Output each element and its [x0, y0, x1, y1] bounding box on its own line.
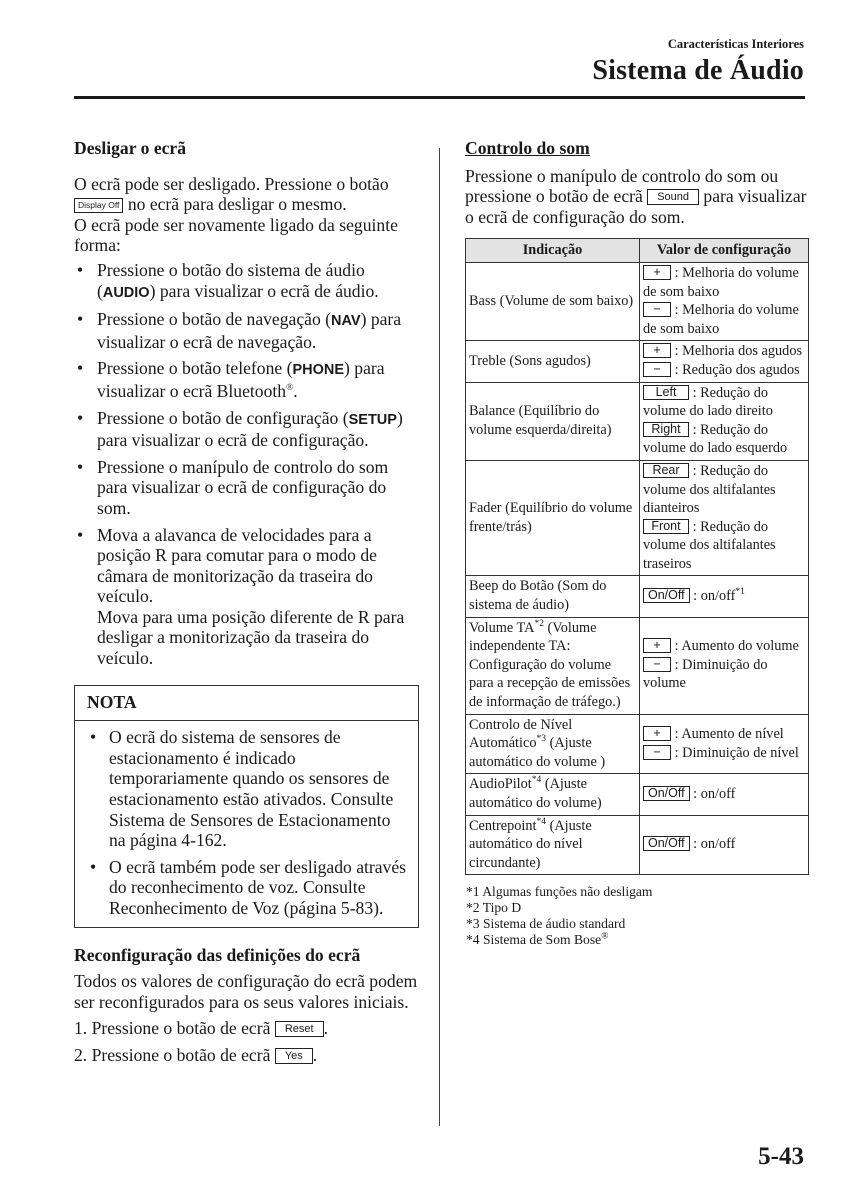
footnotes: [465, 884, 809, 947]
setup-button-symbol: SETUP: [348, 411, 397, 428]
on-off-key: On/Off: [643, 836, 690, 851]
front-key: Front: [643, 519, 689, 534]
table-row: [466, 815, 809, 875]
page-number: 5-43: [758, 1143, 804, 1170]
sound-key: Sound: [647, 189, 699, 205]
reset-key: Reset: [275, 1021, 324, 1037]
table-cell: + : Melhoria do volume de som baixo − : Melhoria do volume de som baixo: [640, 262, 809, 340]
table-cell: Centrepoint$^{*4}$ (Ajuste automático do nível circundante): [466, 815, 640, 875]
step-2: 2. Pressione o botão de ecrã Yes .: [74, 1044, 318, 1065]
table-row: [466, 576, 809, 617]
note-item: • O ecrã também pode ser desligado através do reconhecimento de voz. Consulte Reconhecimento de Voz (página 5-83).: [87, 857, 408, 919]
footnote: *3 Sistema de áudio standard: [466, 915, 626, 931]
display-off-key: Display Off: [74, 198, 123, 213]
list-item: • Pressione o botão de configuração (SETUP) para visualizar o ecrã de configuração.: [74, 408, 419, 451]
table-cell: On/Off : on/off$^{*1}$: [640, 576, 809, 617]
table-row: [466, 341, 809, 382]
plus-key: +: [643, 726, 671, 741]
table-cell: + : Melhoria dos agudos − : Redução dos agudos: [640, 341, 809, 382]
list-item: • Mova a alavanca de velocidades para a posição R para comutar para o modo de câmara de monitorização da traseira do veículo. Mova para uma posição diferente de R para desligar a monitorização da traseira do veículo.: [74, 525, 419, 669]
table-cell: Volume TA$^{*2}$ (Volume independente TA: Configuração do volume para a recepção de emissões de informação de tráfego.): [466, 617, 640, 714]
on-off-key: On/Off: [643, 786, 690, 801]
note-box: [74, 685, 419, 928]
column-divider: [439, 148, 440, 1126]
paragraph-reset: Todos os valores de configuração do ecrã podem ser reconfigurados para os seus valores iniciais.: [74, 971, 418, 1012]
list-item: • Pressione o botão do sistema de áudio (AUDIO) para visualizar o ecrã de áudio.: [74, 260, 419, 303]
table-header-row: [466, 239, 809, 263]
heading-sound-control: Controlo do som: [465, 138, 590, 158]
footnote: *4 Sistema de Som Bose®: [466, 931, 609, 947]
table-cell: + : Aumento do volume − : Diminuição do volume: [640, 617, 809, 714]
table-cell: On/Off : on/off: [640, 774, 809, 815]
minus-key: −: [643, 362, 671, 377]
paragraph-turn-on: O ecrã pode ser novamente ligado da seguinte forma:: [74, 214, 398, 256]
table-row: [466, 774, 809, 815]
footnote: *2 Tipo D: [466, 900, 522, 916]
note-item: • O ecrã do sistema de sensores de estacionamento é indicado temporariamente quando os sensores de estacionamento estão ativados. Consulte Sistema de Sensores de Estacionamento na página 4-162.: [87, 727, 408, 851]
left-column: [74, 138, 419, 1066]
paragraph-turn-off: O ecrã pode ser desligado. Pressione o botão Display Off no ecrã para desligar o mesmo.: [74, 173, 389, 215]
left-key: Left: [643, 385, 689, 400]
right-column: [465, 138, 809, 948]
paragraph-sound: Pressione o manípulo de controlo do som ou pressione o botão de ecrã Sound para visualizar o ecrã de configuração do som.: [465, 165, 807, 227]
plus-key: +: [643, 343, 671, 358]
section-label: Características Interiores: [667, 37, 804, 51]
audio-button-symbol: AUDIO: [102, 284, 150, 301]
table-cell: Rear : Redução do volume dos altifalantes dianteiros Front : Redução do volume dos altifalantes traseiros: [640, 460, 809, 576]
table-row: [466, 262, 809, 340]
table-cell: Balance (Equilíbrio do volume esquerda/direita): [466, 382, 640, 460]
table-cell: Treble (Sons agudos): [466, 341, 640, 382]
table-cell: On/Off : on/off: [640, 815, 809, 875]
plus-key: +: [643, 638, 671, 653]
nav-button-symbol: NAV: [331, 313, 361, 330]
heading-turn-off-screen: Desligar o ecrã: [74, 138, 187, 158]
phone-button-symbol: PHONE: [292, 362, 345, 379]
table-cell: Controlo de Nível Automático$^{*3}$ (Ajuste automático do volume ): [466, 714, 640, 774]
heading-reset-settings: Reconfiguração das definições do ecrã: [74, 944, 361, 965]
table-cell: Left : Redução do volume do lado direito Right : Redução do volume do lado esquerdo: [640, 382, 809, 460]
table-cell: + : Aumento de nível − : Diminuição de nível: [640, 714, 809, 774]
minus-key: −: [643, 657, 671, 672]
table-row: [466, 714, 809, 774]
column-header: Valor de configuração: [640, 239, 809, 263]
table-row: [466, 460, 809, 576]
list-item: • Pressione o manípulo de controlo do som para visualizar o ecrã de configuração do som.: [74, 457, 419, 519]
footnote: *1 Algumas funções não desligam: [466, 884, 653, 900]
header-rule: [74, 96, 805, 99]
page-title: Sistema de Áudio: [592, 55, 804, 86]
table-cell: Fader (Equilíbrio do volume frente/trás): [466, 460, 640, 576]
column-header: Indicação: [466, 239, 640, 263]
right-key: Right: [643, 422, 689, 437]
yes-key: Yes: [275, 1048, 313, 1064]
list-item: • Pressione o botão de navegação (NAV) para visualizar o ecrã de navegação.: [74, 309, 419, 352]
list-item: • Pressione o botão telefone (PHONE) para visualizar o ecrã Bluetooth®.: [74, 358, 419, 401]
on-off-key: On/Off: [643, 588, 690, 603]
table-row: [466, 617, 809, 714]
table-cell: AudioPilot$^{*4}$ (Ajuste automático do volume): [466, 774, 640, 815]
sound-settings-table: [465, 238, 809, 875]
table-cell: Beep do Botão (Som do sistema de áudio): [466, 576, 640, 617]
minus-key: −: [643, 745, 671, 760]
plus-key: +: [643, 265, 671, 280]
step-1: 1. Pressione o botão de ecrã Reset .: [74, 1018, 328, 1039]
note-title: NOTA: [75, 686, 418, 722]
table-row: [466, 382, 809, 460]
table-cell: Bass (Volume de som baixo): [466, 262, 640, 340]
minus-key: −: [643, 302, 671, 317]
rear-key: Rear: [643, 463, 689, 478]
